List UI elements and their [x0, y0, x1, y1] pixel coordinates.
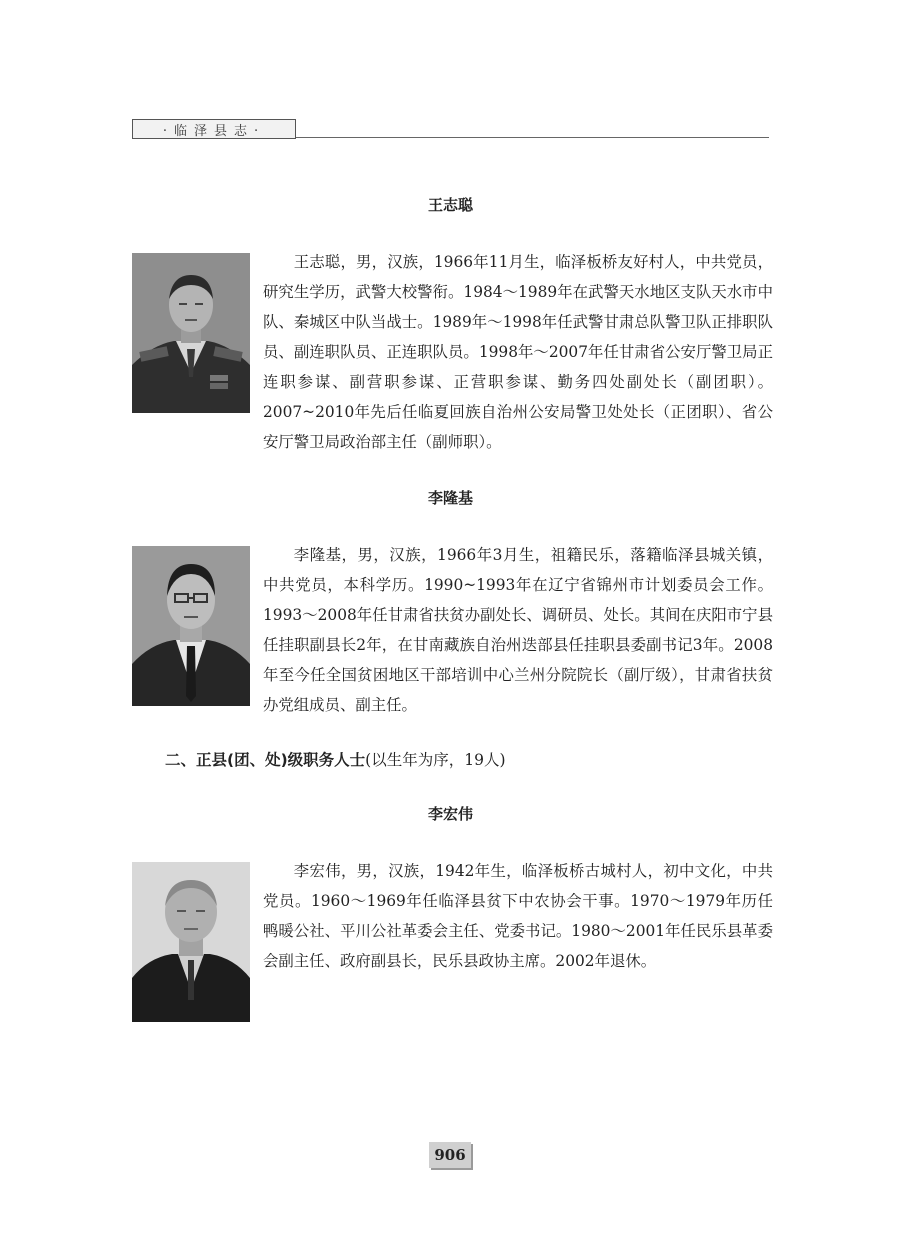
portrait-photo	[132, 546, 250, 706]
running-header-title: ·临泽县志·	[162, 123, 266, 139]
running-header	[132, 119, 296, 139]
section-heading-title: 二、正县(团、处)级职务人士	[165, 751, 366, 769]
entry-bio: 李隆基，男，汉族，1966年3月生，祖籍民乐，落籍临泽县城关镇，中共党员，本科学历。1990~1993年在辽宁省锦州市计划委员会工作。1993～2008年任甘肃省扶贫办副处长、调研员、处长。其间在庆阳市宁县任挂职副县长2年，在甘南藏族自治州迭部县任挂职县委副书记3年。2008年至今任全国贫困地区干部培训中心兰州分院院长（副厅级），甘肃省扶贫办党组成员、副主任。	[263, 546, 773, 714]
portrait-uniformed-officer	[132, 253, 250, 413]
entry-bio: 李宏伟，男，汉族，1942年生，临泽板桥古城村人，初中文化，中共党员。1960～1969年任临泽县贫下中农协会干事。1970～1979年历任鸭暖公社、平川公社革委会主任、党委书记。1980～2001年任民乐县革委会副主任、政府副县长，民乐县政协主席。2002年退休。	[263, 862, 773, 970]
entry-name-heading: 王志聪	[427, 196, 473, 214]
entry-name-heading: 李隆基	[427, 489, 473, 507]
header-rule	[296, 137, 769, 138]
entry-name-heading: 李宏伟	[427, 805, 473, 823]
portrait-photo	[132, 862, 250, 1022]
section-heading	[165, 748, 506, 770]
entry-bio: 王志聪，男，汉族，1966年11月生，临泽板桥友好村人，中共党员，研究生学历，武警大校警衔。1984～1989年在武警天水地区支队天水市中队、秦城区中队当战士。1989年～1998年任武警甘肃总队警卫队正排职队员、副连职队员、正连职队员。1998年～2007年任甘肃省公安厅警卫局正连职参谋、副营职参谋、正营职参谋、勤务四处副处长（副团职）。2007~2010年先后任临夏回族自治州公安局警卫处处长（正团职）、省公安厅警卫局政治部主任（副师职）。	[263, 253, 773, 451]
section-heading-note: (以生年为序，19人)	[365, 751, 506, 769]
portrait-photo	[132, 253, 250, 413]
portrait-man-in-suit	[132, 546, 250, 706]
portrait-elderly-man	[132, 862, 250, 1022]
page-number: 906	[429, 1142, 471, 1168]
